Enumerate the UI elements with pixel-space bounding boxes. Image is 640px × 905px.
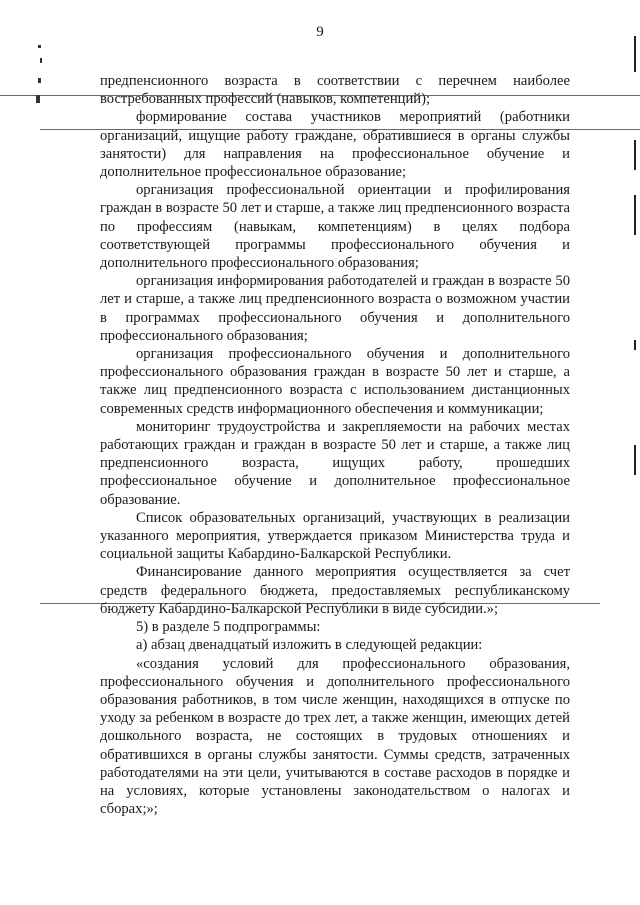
edge-tick xyxy=(634,195,636,235)
paragraph: а) абзац двенадцатый изложить в следующей редакции: xyxy=(136,637,483,654)
paragraph: Финансирование данного мероприятия осуществляется за счет средств федерального бюджета, предоставляемых республиканскому бюджету Кабардино-Балкарской Республики в виде субсидии.»; xyxy=(100,564,570,617)
edge-tick xyxy=(634,36,636,72)
paragraph: организация профессиональной ориентации и профилирования граждан в возрасте 50 лет и старше, а также лиц предпенсионного возраста по профессиям (навыкам, компетенциям) в целях подбора соответствующей программы профессионального обучения и дополнительного профессионального образования; xyxy=(100,182,570,272)
margin-mark xyxy=(38,45,41,48)
paragraph: 5) в разделе 5 подпрограммы: xyxy=(136,619,321,636)
paragraph: Список образовательных организаций, участвующих в реализации указанного мероприятия, утверждается приказом Министерства труда и социальной защиты Кабардино-Балкарской Республики. xyxy=(100,509,570,563)
edge-tick xyxy=(634,445,636,475)
paragraph: формирование состава участников мероприятий (работники организаций, ищущие работу граждане, обратившиеся в органы службы занятости) для направления на профессиональное обучение и дополнительное профессиональное образование; xyxy=(100,109,570,181)
body-text xyxy=(100,72,570,818)
margin-mark xyxy=(36,95,40,103)
paragraph: организация информирования работодателей и граждан в возрасте 50 лет и старше, а также лиц предпенсионного возраста о возможном участии в программах профессионального обучения и дополнительного профессионального образования; xyxy=(100,273,570,344)
paragraph: «создания условий для профессионального образования, профессионального обучения и дополнительного профессионального образования работников, в том числе женщин, находящихся в отпуске по уходу за ребенком в возрасте до трех лет, а также женщин, имеющих детей дошкольного возраста, не состоящих в трудовых отношениях и обратившихся в органы службы занятости. Суммы средств, затраченных работодателями на эти цели, учитываются в составе расходов в порядке и на условиях, которые установлены законодательством о налогах и сборах;»; xyxy=(100,655,570,818)
edge-tick xyxy=(634,340,636,350)
margin-mark xyxy=(38,78,41,83)
paragraph: предпенсионного возраста в соответствии с перечнем наиболее востребованных профессий (навыков, компетенций); xyxy=(100,73,570,108)
margin-mark xyxy=(40,58,42,63)
paragraph: организация профессионального обучения и дополнительного профессионального образования граждан в возрасте 50 лет и старше, а также лиц предпенсионного возраста с использованием дистанционных современных средств информационного обеспечения и коммуникации; xyxy=(100,346,570,417)
edge-tick xyxy=(634,140,636,170)
page-number: 9 xyxy=(316,24,324,40)
paragraph: мониторинг трудоустройства и закрепляемости на рабочих местах работающих граждан и граждан в возрасте 50 лет и старше, а также лиц предпенсионного возраста, ищущих работу, прошедших профессиональное обучение и дополнительное профессиональное образование. xyxy=(100,418,570,508)
